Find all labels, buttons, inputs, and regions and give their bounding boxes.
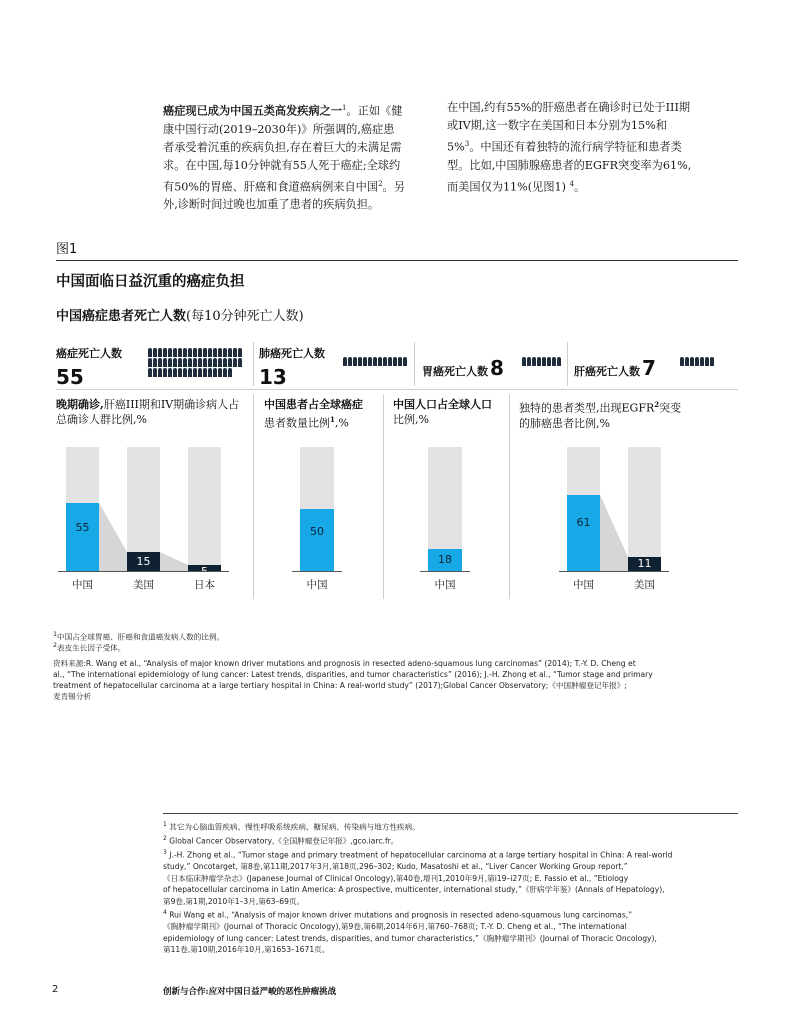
figure-note-2: [53, 640, 125, 654]
footnote-line: [163, 907, 748, 921]
footnote-text: 《日本临床肿瘤学杂志》(Japanese Journal of Clinical Oncology),第40卷,增刊1,2010年9月,第i19–i27页; E. Fassio et al., “Etiology: [163, 873, 629, 883]
intro-line: 而美国仅为11%(见图1): [447, 180, 567, 194]
bar-value-label: 55: [75, 521, 90, 534]
subtitle-note: (每10分钟死亡人数): [186, 309, 304, 324]
deaths-value: 8: [490, 356, 504, 380]
footnote-text: study,” Oncotarget, 第8卷,第11期,2017年3月,第18页,296–302; Kudo, Masatoshi et al., “Liver Cancer Working Group report,”: [163, 862, 628, 872]
title-rest: ,%: [415, 413, 429, 426]
note-text: 中国占全球胃癌、肝癌和食道癌发病人数的比例。: [57, 632, 225, 642]
footnote-line: [163, 896, 748, 908]
footnotes: [163, 819, 748, 956]
footnote-ref: 1: [53, 631, 58, 638]
category-label: 中国: [72, 579, 93, 591]
category-label: 中国: [306, 579, 328, 591]
footnote-number: 2: [163, 835, 167, 843]
footnote-text: 其它为心脑血管疾病、慢性呼吸系统疾病、糖尿病、传染病与地方性疾病。: [166, 822, 420, 832]
bar-connector: [160, 552, 188, 571]
deaths-value: 55: [56, 365, 84, 389]
intro-text: 。另: [382, 180, 405, 194]
deaths-value: 13: [259, 365, 287, 389]
footnote-line: [163, 861, 748, 873]
deaths-label: 胃癌死亡人数: [422, 365, 488, 378]
footnote-ref: 2: [654, 400, 660, 409]
title-bold: 中国患者占全球癌症: [264, 398, 363, 411]
title-rest: 肝癌III期和IV期确诊病人占总确诊人群比例,%: [56, 398, 240, 426]
footnote-text: Global Cancer Observatory,《全国肿瘤登记年报》,gco.iarc.fr。: [166, 836, 399, 846]
footnote-ref: 1: [342, 104, 347, 112]
deaths-label: 肝癌死亡人数: [574, 365, 640, 378]
intro-text: 。: [574, 180, 586, 194]
bar-value-label: 61: [576, 516, 591, 529]
intro-lead: 癌症现已成为中国五类高发疾病之一: [163, 103, 343, 118]
intro-line: 或IV期,这一数字在美国和日本分别为15%和: [447, 119, 667, 132]
footnote-ref: 4: [569, 179, 575, 188]
footnote-line: [163, 819, 748, 833]
footnote-text: of hepatocellular carcinoma in Latin America: A prospective, multicenter, international study,”《肝病学年鉴》(Annals of Hepatology),: [163, 885, 665, 895]
source-line: 麦肯锡分析: [53, 692, 91, 701]
bar-connector: [99, 503, 127, 571]
intro-line: 者承受着沉重的疾病负担,存在着巨大的未满足需: [163, 140, 402, 154]
footnote-number: 1: [163, 821, 167, 828]
title-bold: 比例: [393, 413, 415, 426]
intro-line: 外,诊断时间过晚也加重了患者的疾病负担。: [163, 198, 380, 212]
page-number: 2: [52, 984, 59, 995]
deaths-value: 7: [642, 356, 656, 380]
footnote-text: epidemiology of lung cancer: Latest trends, disparities, and tumor characteristics,”《胸肿瘤学期刊》(Journal of Thoracic Oncology),: [163, 933, 657, 943]
subtitle-bold: 中国癌症患者死亡人数: [56, 309, 187, 324]
category-label: 美国: [133, 579, 154, 591]
title-bold: 患者数量比例: [264, 416, 330, 430]
category-label: 美国: [634, 579, 655, 591]
source-line: 资料来源:R. Wang et al., “Analysis of major known driver mutations and prognosis in resected adeno-squamous lung carcinomas” (2014); T.-Y. D. Cheng et: [53, 659, 636, 668]
intro-line: 型。比如,中国肺腺癌患者的EGFR突变率为61%,: [447, 158, 692, 172]
footnote-line: [163, 884, 748, 896]
footnote-line: [163, 847, 748, 861]
category-label: 日本: [194, 579, 215, 591]
category-label: 中国: [434, 579, 456, 591]
footnote-text: J.-H. Zhong et al., “Tumor stage and primary treatment of hepatocellular carcinoma at a large tertiary hospital in China: A real-world: [166, 850, 673, 860]
category-label: 中国: [573, 579, 594, 591]
footnote-ref: 2: [378, 179, 383, 188]
title-bold: 中国人口占全球人口: [393, 398, 492, 411]
intro-line: 在中国,约有55%的肝癌患者在确诊时已处于III期: [447, 101, 691, 114]
bar-value-label: 11: [637, 557, 652, 570]
bar-value-label: 50: [310, 525, 324, 538]
intro-text: 。中国还有着独特的流行病学特征和患者类: [469, 140, 682, 154]
footnote-text: 《胸肿瘤学期刊》(Journal of Thoracic Oncology),第9卷,第6期,2014年6月,第760–768页; T.-Y. D. Cheng et al., “The international: [163, 922, 627, 932]
footnote-number: 3: [163, 849, 167, 857]
footnote-line: [163, 873, 748, 885]
footnote-line: [163, 921, 748, 933]
footnote-line: [163, 933, 748, 945]
source-line: al., “The international epidemiology of lung cancer: Latest trends, disparities, and tumor characteristics” (2016); J.-H. Zhong et al., “Tumor stage and primary: [53, 670, 653, 679]
title-bold: 的肺癌患者比例: [519, 416, 596, 430]
footnote-number: 4: [163, 909, 167, 917]
title-rest: ,%: [596, 416, 610, 430]
bar-connector: [600, 495, 628, 571]
figure-title: 中国面临日益沉重的癌症负担: [56, 273, 245, 290]
title-bold: 晚期确诊,: [56, 398, 104, 411]
footnote-rule: [163, 813, 738, 814]
running-footer: 创新与合作:应对中国日益严峻的恶性肿瘤挑战: [163, 987, 337, 997]
intro-text: 。正如《健: [346, 104, 403, 118]
intro-line: 求。在中国,每10分钟就有55人死于癌症;全球约: [163, 158, 401, 172]
footnote-ref: 1: [330, 415, 335, 424]
note-text: 表皮生长因子受体。: [57, 643, 126, 653]
source-line: treatment of hepatocellular carcinoma at a large tertiary hospital in China: A real-world study” (2017);Global Cancer Observatory;《中国肿瘤登记年报》;: [53, 681, 627, 690]
footnote-text: Rui Wang et al., “Analysis of major known driver mutations and prognosis in resected adeno-squamous lung carcinomas,”: [166, 910, 633, 920]
deaths-label: 肺癌死亡人数: [259, 347, 325, 360]
footnote-ref: 3: [464, 140, 470, 148]
figure-label: 图1: [56, 242, 78, 257]
bar-value-label: 15: [136, 555, 151, 568]
footnote-text: 第9卷,第1期,2010年1–3月,第63–69页。: [163, 896, 305, 906]
intro-line: 有50%的胃癌、肝癌和食道癌病例来自中国: [163, 180, 379, 194]
title-bold: 独特的患者类型,出现EGFR: [519, 401, 655, 415]
footnote-line: [163, 833, 748, 847]
title-rest: ,%: [334, 416, 349, 430]
bar-value-label: 18: [438, 553, 452, 566]
title-bold: 突变: [659, 401, 682, 415]
footnote-ref: 2: [53, 642, 58, 649]
intro-line: 5%: [447, 140, 465, 154]
deaths-label: 癌症死亡人数: [56, 347, 122, 360]
footnote-text: 第11卷,第10期,2016年10月,第1653–1671页。: [163, 945, 330, 955]
intro-line: 康中国行动(2019–2030年)》所强调的,癌症患: [163, 122, 395, 136]
figure-source: [53, 658, 743, 702]
footnote-line: [163, 944, 748, 956]
